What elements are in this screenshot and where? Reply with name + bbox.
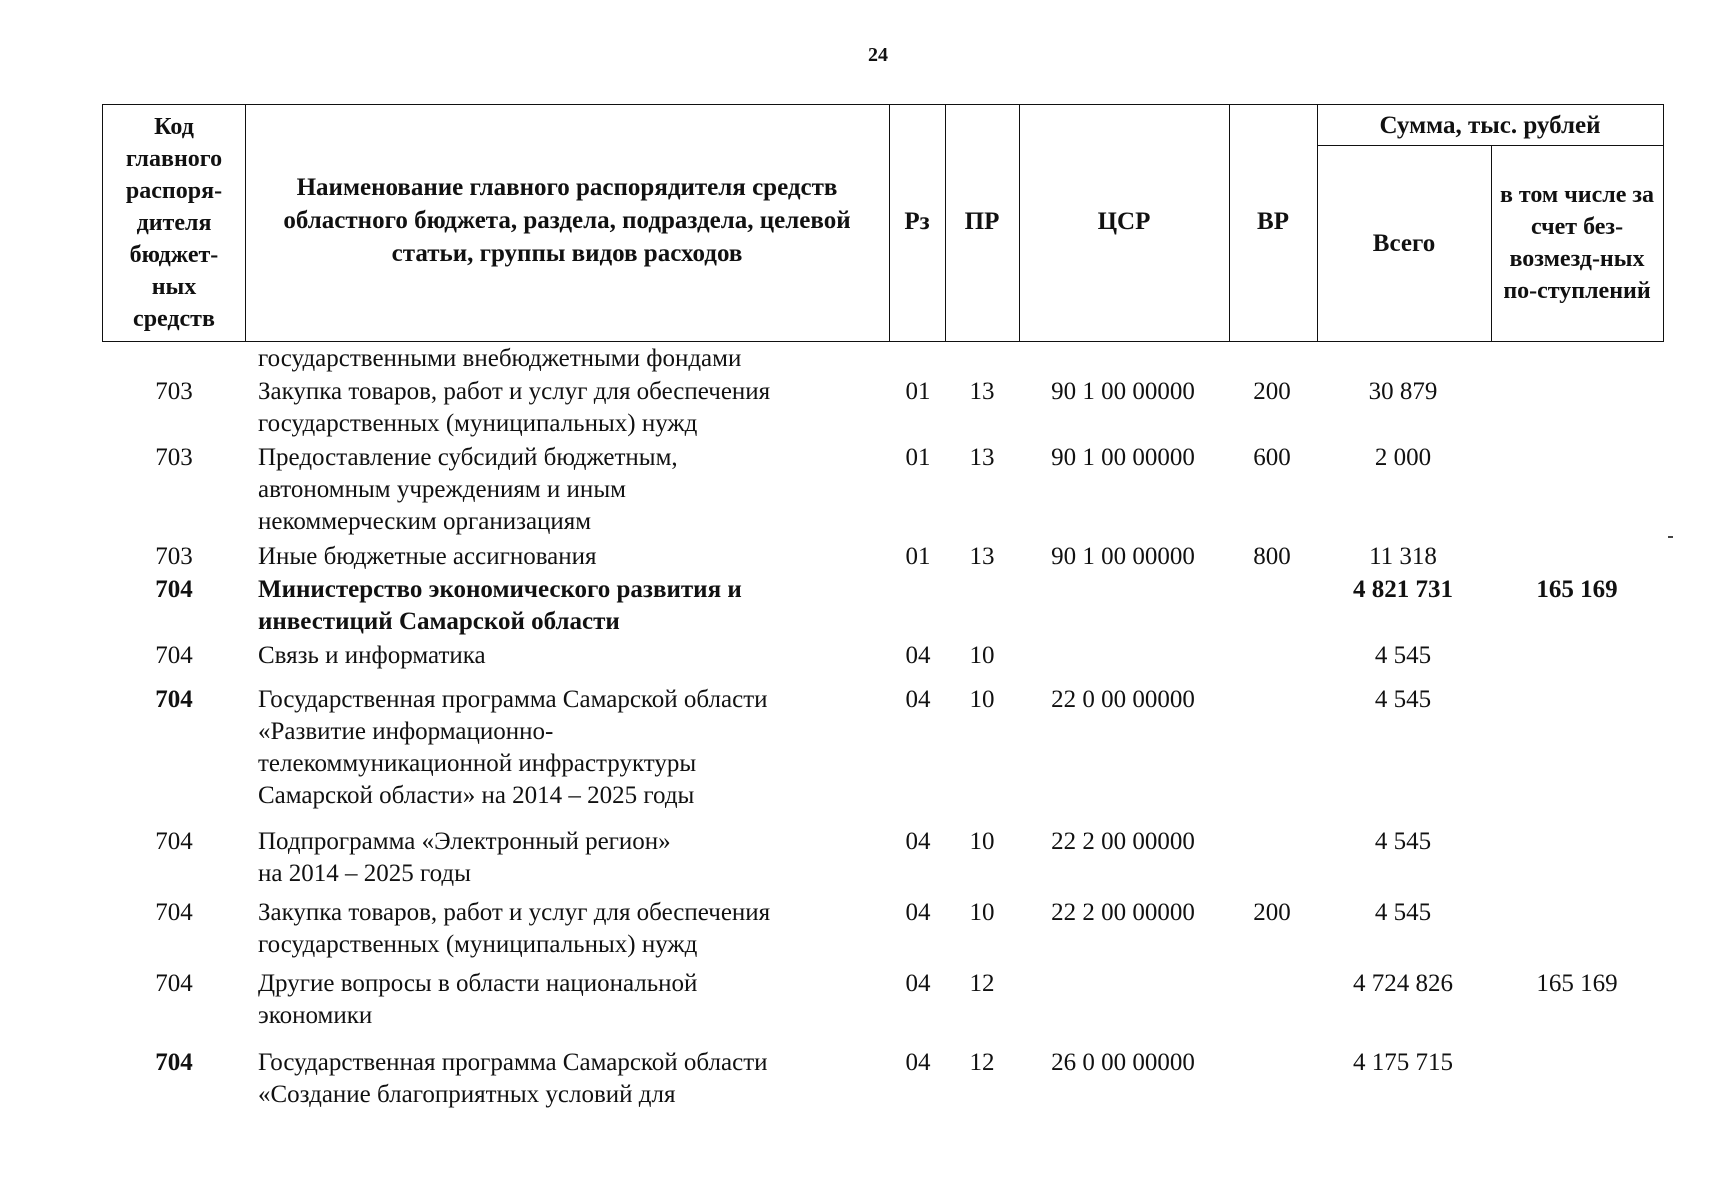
header-code: Код главного распоря-дителя бюджет-ных средств xyxy=(125,114,223,332)
row-csr: 90 1 00 00000 xyxy=(1051,378,1195,405)
row-rz: 04 xyxy=(905,686,931,713)
row-pr: 10 xyxy=(969,642,995,669)
row-name: Подпрограмма «Электронный регион» на 2014 – 2025 годы xyxy=(258,828,671,887)
row-pr: 12 xyxy=(969,1049,995,1076)
row-name: государственными внебюджетными фондами xyxy=(258,345,742,372)
row-total: 2 000 xyxy=(1374,444,1432,471)
row-rz: 04 xyxy=(905,642,931,669)
row-vr: 800 xyxy=(1253,543,1291,570)
row-name: Государственная программа Самарской области «Создание благоприятных условий для xyxy=(258,1049,768,1108)
row-total: 4 545 xyxy=(1374,899,1432,926)
row-total: 4 821 731 xyxy=(1353,576,1453,603)
row-code: 704 xyxy=(155,642,193,669)
row-total: 4 545 xyxy=(1374,642,1432,669)
row-free: 165 169 xyxy=(1536,576,1618,603)
header-free: в том числе за счет без-возмезд-ных по-ступлений xyxy=(1499,182,1655,304)
row-total: 4 724 826 xyxy=(1353,970,1453,997)
row-rz: 01 xyxy=(905,543,931,570)
row-total: 11 318 xyxy=(1369,543,1437,570)
row-csr: 26 0 00 00000 xyxy=(1051,1049,1195,1076)
row-name: Министерство экономического развития и инвестиций Самарской области xyxy=(258,576,742,635)
row-name: Иные бюджетные ассигнования xyxy=(258,543,597,570)
row-rz: 04 xyxy=(905,828,931,855)
row-code: 704 xyxy=(155,828,193,855)
row-rz: 01 xyxy=(905,378,931,405)
header-csr: ЦСР xyxy=(1097,208,1151,235)
row-name: Закупка товаров, работ и услуг для обеспечения государственных (муниципальных) нужд xyxy=(258,899,771,958)
header-rz: Рз xyxy=(904,208,930,235)
row-vr: 200 xyxy=(1253,378,1291,405)
row-pr: 10 xyxy=(969,828,995,855)
row-pr: 12 xyxy=(969,970,995,997)
row-name: Предоставление субсидий бюджетным, автономным учреждениям и иным некоммерческим организациям xyxy=(258,444,678,535)
row-code: 704 xyxy=(155,1049,193,1076)
header-pr: ПР xyxy=(964,208,1000,235)
row-code: 704 xyxy=(155,686,193,713)
header-name: Наименование главного распорядителя средств областного бюджета, раздела, подраздела, целевой статьи, группы видов расходов xyxy=(283,174,851,267)
row-pr: 13 xyxy=(969,543,995,570)
row-code: 703 xyxy=(155,444,193,471)
row-total: 4 175 715 xyxy=(1353,1049,1453,1076)
row-csr: 22 0 00 00000 xyxy=(1051,686,1195,713)
row-name: Другие вопросы в области национальной экономики xyxy=(258,970,698,1029)
row-code: 704 xyxy=(155,899,193,926)
row-csr: 22 2 00 00000 xyxy=(1051,828,1195,855)
scan-mark xyxy=(1668,536,1673,538)
row-name: Связь и информатика xyxy=(258,642,486,669)
header-sum: Сумма, тыс. рублей xyxy=(1379,111,1601,139)
row-vr: 600 xyxy=(1253,444,1291,471)
row-csr: 22 2 00 00000 xyxy=(1051,899,1195,926)
row-rz: 04 xyxy=(905,899,931,926)
row-name: Государственная программа Самарской области «Развитие информационно- телекоммуникационной инфраструктуры Самарской области» на 2014 – 2025 годы xyxy=(258,686,768,809)
row-csr: 90 1 00 00000 xyxy=(1051,444,1195,471)
row-code: 704 xyxy=(155,576,193,603)
header-vr: ВР xyxy=(1257,208,1289,235)
row-pr: 13 xyxy=(969,378,995,405)
row-free: 165 169 xyxy=(1536,970,1618,997)
page-number: 24 xyxy=(868,44,888,66)
row-name: Закупка товаров, работ и услуг для обеспечения государственных (муниципальных) нужд xyxy=(258,378,771,437)
row-total: 30 879 xyxy=(1368,378,1438,405)
row-code: 704 xyxy=(155,970,193,997)
row-total: 4 545 xyxy=(1374,828,1432,855)
row-rz: 01 xyxy=(905,444,931,471)
row-total: 4 545 xyxy=(1374,686,1432,713)
row-vr: 200 xyxy=(1253,899,1291,926)
row-rz: 04 xyxy=(905,970,931,997)
row-rz: 04 xyxy=(905,1049,931,1076)
row-pr: 10 xyxy=(969,686,995,713)
row-csr: 90 1 00 00000 xyxy=(1051,543,1195,570)
row-pr: 13 xyxy=(969,444,995,471)
row-pr: 10 xyxy=(969,899,995,926)
row-code: 703 xyxy=(155,378,193,405)
header-total: Всего xyxy=(1372,229,1436,257)
table-header xyxy=(102,104,1664,342)
row-code: 703 xyxy=(155,543,193,570)
